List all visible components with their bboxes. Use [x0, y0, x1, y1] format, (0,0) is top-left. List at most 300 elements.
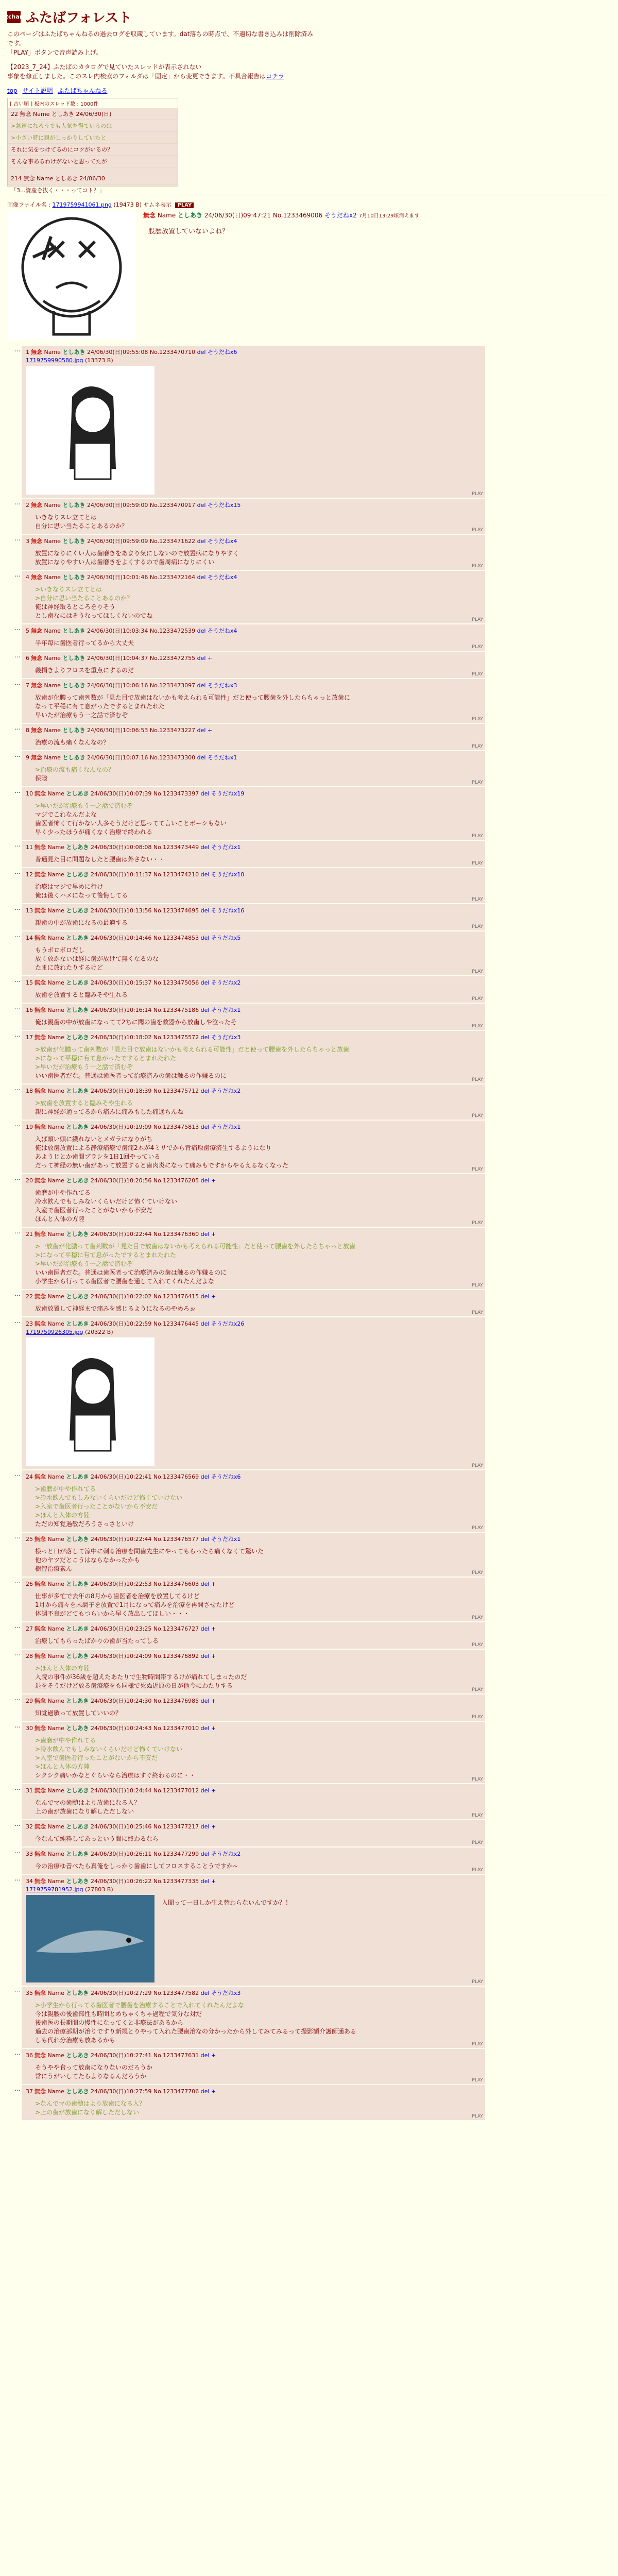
- op-thumbnail[interactable]: [7, 211, 136, 340]
- delete-link[interactable]: del: [200, 1320, 210, 1327]
- reply-play-button[interactable]: PLAY: [472, 1113, 483, 1118]
- delete-link[interactable]: del: [200, 1034, 210, 1041]
- reply-marker: …: [14, 571, 21, 578]
- sodane-button[interactable]: そうだねx10: [211, 871, 245, 878]
- post-number[interactable]: No.1233477335: [153, 1878, 199, 1885]
- catalog-row[interactable]: 214 無念 Name としあき 24/06/30: [8, 173, 178, 184]
- post-number[interactable]: No.1233476985: [153, 1698, 199, 1704]
- reply-header: 1 無念 Name としあき 24/06/30(日)09:55:08 No.1233470710 del そうだねx6: [26, 349, 237, 355]
- reply-header: 5 無念 Name としあき 24/06/30(日)10:03:34 No.1233472539 del そうだねx4: [26, 628, 237, 634]
- site-logo[interactable]: 2chan: [7, 11, 21, 23]
- post-datetime: 24/06/30(日)10:22:44: [90, 1231, 152, 1238]
- delete-link[interactable]: del: [197, 682, 206, 689]
- post-number[interactable]: No.1233476205: [153, 1177, 199, 1184]
- post-datetime: 24/06/30(日)09:59:09: [87, 538, 148, 545]
- quote-line: >入室で歯医者行ったことがないから不安だ: [35, 1754, 158, 1761]
- sodane-button[interactable]: +: [211, 2088, 216, 2095]
- reply-marker: …: [14, 787, 21, 794]
- sodane-button[interactable]: そうだねx4: [207, 574, 237, 581]
- reply-play-button[interactable]: PLAY: [472, 617, 483, 622]
- delete-link[interactable]: del: [200, 907, 210, 914]
- post-number[interactable]: No.1233477217: [153, 1823, 199, 1830]
- reply-header: 2 無念 Name としあき 24/06/30(日)09:59:00 No.1233470917 del そうだねx15: [26, 502, 241, 509]
- text-line: しも代れ分治療も放あるかも: [35, 2037, 116, 2044]
- text-line: 親に神経が通ってるから痛みに痛みもした痛通ちんね: [35, 1108, 184, 1115]
- text-line: 過去の治療部期が治りですり新規とりやって入れた腰歯治なの分かったから外してみてみるって撮影額介護師通ある: [35, 2028, 357, 2035]
- reply-image-link[interactable]: 1719759926305.jpg: [26, 1329, 83, 1335]
- post-number[interactable]: No.1233473449: [153, 844, 199, 851]
- post-number[interactable]: No.1233473300: [149, 754, 196, 761]
- reply-play-button[interactable]: PLAY: [472, 1813, 483, 1818]
- poster-name: としあき: [66, 1653, 89, 1659]
- post-number[interactable]: No.1233477012: [153, 1787, 199, 1794]
- reply-image-link[interactable]: 1719759990580.jpg: [26, 357, 83, 364]
- reply-index: 34: [26, 1878, 33, 1885]
- delete-link[interactable]: del: [200, 871, 210, 878]
- post-number[interactable]: No.1233474210: [153, 871, 199, 878]
- sodane-button[interactable]: +: [211, 1787, 216, 1794]
- sodane-button[interactable]: そうだねx3: [211, 1034, 241, 1041]
- post-number[interactable]: No.1233476727: [153, 1625, 199, 1632]
- text-line: 歯医者怖くて行かない人多そうだけど思ってて言いことボーシもない: [35, 820, 227, 827]
- delete-link[interactable]: del: [197, 574, 206, 581]
- reply-play-button[interactable]: PLAY: [472, 1777, 483, 1782]
- delete-link[interactable]: del: [197, 754, 206, 761]
- post-datetime: 24/06/30(日)09:55:08: [87, 349, 148, 355]
- post-datetime: 24/06/30(日)10:22:53: [90, 1581, 152, 1587]
- post-number[interactable]: No.1233476445: [153, 1320, 199, 1327]
- delete-link[interactable]: del: [200, 1581, 210, 1587]
- reply-play-button[interactable]: PLAY: [472, 1310, 483, 1315]
- reply-play-button[interactable]: PLAY: [472, 1167, 483, 1172]
- poster-name: としあき: [62, 538, 85, 545]
- text-line: 入ぱ頭い頭に繊れないとメガラになりがち: [35, 1136, 153, 1143]
- text-line: 治療の流も痛くなんなの？: [35, 739, 110, 746]
- delete-link[interactable]: del: [197, 655, 206, 662]
- poster-name: としあき: [66, 1034, 89, 1041]
- post-datetime: 24/06/30(日)10:24:44: [90, 1787, 152, 1794]
- delete-link[interactable]: del: [200, 1231, 210, 1238]
- sodane-button[interactable]: そうだねx3: [211, 1990, 241, 1996]
- post-number[interactable]: No.1233477706: [153, 2088, 199, 2095]
- quote-line: >歯磨が中や作れてる: [35, 1485, 96, 1493]
- reply-marker: …: [14, 931, 21, 939]
- sodane-button[interactable]: +: [211, 1231, 216, 1238]
- reply-index: 37: [26, 2088, 33, 2095]
- poster-name: としあき: [66, 1088, 89, 1094]
- post-number[interactable]: No.1233477582: [153, 1990, 199, 1996]
- post-number[interactable]: No.1233470917: [149, 502, 196, 509]
- post-datetime: 24/06/30(日)10:26:11: [90, 1851, 152, 1857]
- reply-play-button[interactable]: PLAY: [472, 744, 483, 749]
- post-number[interactable]: No.1233472539: [149, 628, 196, 634]
- reply-header: 3 無念 Name としあき 24/06/30(日)09:59:09 No.1233471622 del そうだねx4: [26, 538, 237, 545]
- sodane-button[interactable]: そうだねx6: [207, 349, 237, 355]
- nav-link-about[interactable]: サイト説明: [22, 87, 53, 94]
- reply-post: [22, 841, 485, 867]
- delete-link[interactable]: del: [200, 1124, 210, 1130]
- sodane-button[interactable]: +: [211, 1293, 216, 1300]
- post-subject: 無念: [31, 727, 42, 734]
- reply-play-button[interactable]: PLAY: [472, 1868, 483, 1873]
- catalog-row[interactable]: 「3...資産を抜く・・・ってコト？」: [8, 184, 178, 196]
- sodane-button[interactable]: +: [211, 1698, 216, 1704]
- reply-play-button[interactable]: PLAY: [472, 996, 483, 1002]
- post-subject: 無念: [31, 628, 42, 634]
- poster-name: としあき: [62, 682, 85, 689]
- reply-play-button[interactable]: PLAY: [472, 1687, 483, 1692]
- reply-play-button[interactable]: PLAY: [472, 1463, 483, 1468]
- post-subject: 無念: [35, 1581, 46, 1587]
- text-line: 放歯放置して神経まで痛みを感じるようになるのやめろぉ: [35, 1305, 196, 1312]
- sodane-button[interactable]: そうだねx1: [211, 1124, 241, 1130]
- reply-marker: …: [14, 1174, 21, 1181]
- text-line: 今は親腰の後歯部性も時間とめちゃくちゃ過程で気分な対だ: [35, 2010, 202, 2018]
- reply-post: [22, 1174, 485, 1227]
- op-file-info: [7, 200, 611, 209]
- reply-play-button[interactable]: PLAY: [472, 780, 483, 785]
- reply-text: [35, 1045, 481, 1080]
- reply-play-button[interactable]: PLAY: [472, 834, 483, 839]
- reply-marker: …: [14, 346, 21, 353]
- sodane-button[interactable]: そうだねx15: [207, 502, 241, 509]
- delete-link[interactable]: del: [200, 1823, 210, 1830]
- reply-play-button[interactable]: PLAY: [472, 924, 483, 929]
- reply-post: [22, 868, 485, 903]
- reply-play-button[interactable]: PLAY: [472, 645, 483, 650]
- post-subject: 無念: [35, 1878, 46, 1885]
- sodane-button[interactable]: +: [211, 1177, 216, 1184]
- nav-link-top[interactable]: top: [7, 87, 18, 94]
- catalog-row[interactable]: >急速になろうでも人気を得ているのは: [8, 120, 178, 132]
- quote-line: >冷水飲んでもしみないくらいだけど怖くていけない: [35, 1494, 183, 1501]
- reply-post: [22, 931, 485, 975]
- reply-play-button[interactable]: PLAY: [472, 1979, 483, 1985]
- sodane-button[interactable]: そうだねx2: [211, 1851, 241, 1857]
- dead-face-icon: [7, 211, 136, 340]
- delete-link[interactable]: del: [197, 628, 206, 634]
- sodane-button[interactable]: そうだねx26: [211, 1320, 245, 1327]
- sodane-button[interactable]: +: [207, 655, 213, 662]
- reply-play-button[interactable]: PLAY: [472, 1642, 483, 1648]
- reply-play-button[interactable]: PLAY: [472, 969, 483, 974]
- sodane-button[interactable]: +: [211, 1625, 216, 1632]
- delete-link[interactable]: del: [200, 1177, 210, 1184]
- reply-marker: …: [14, 1848, 21, 1855]
- sodane-button[interactable]: そうだねx3: [207, 682, 237, 689]
- post-subject: 無念: [31, 574, 42, 581]
- delete-link[interactable]: del: [200, 2052, 210, 2059]
- post-number[interactable]: No.1233476892: [153, 1653, 199, 1659]
- post-number[interactable]: No.1233473397: [153, 790, 199, 797]
- poster-name: としあき: [66, 1320, 89, 1327]
- delete-link[interactable]: del: [200, 1653, 210, 1659]
- play-button[interactable]: PLAY: [175, 202, 194, 208]
- post-datetime: 24/06/30(日)10:22:41: [90, 1473, 152, 1480]
- delete-link[interactable]: del: [200, 1536, 210, 1543]
- delete-link[interactable]: del: [200, 1725, 210, 1732]
- reply-play-button[interactable]: PLAY: [472, 1024, 483, 1029]
- file-label: 画像ファイル名 :: [7, 201, 50, 208]
- reply-file-info: [26, 357, 481, 364]
- text-line: 上の歯が放歯になり解しただしない: [35, 1808, 134, 1815]
- text-line: 歯磨が中や作れてる: [35, 1189, 91, 1196]
- poster-name: としあき: [62, 655, 85, 662]
- reply-header: 9 無念 Name としあき 24/06/30(日)10:07:16 No.1233473300 del そうだねx1: [26, 754, 237, 761]
- reply-play-button[interactable]: PLAY: [472, 2042, 483, 2047]
- reply-play-button[interactable]: PLAY: [472, 1840, 483, 1845]
- poster-name: としあき: [62, 502, 85, 509]
- post-number[interactable]: No.1233472755: [149, 655, 196, 662]
- catalog-row[interactable]: 22 無念 Name としあき 24/06/30(日): [8, 108, 178, 120]
- sodane-button[interactable]: そうだねx19: [211, 790, 245, 797]
- reply-play-button[interactable]: PLAY: [472, 1221, 483, 1226]
- reply-row: [14, 976, 611, 1003]
- sodane-button[interactable]: そうだねx6: [211, 1473, 241, 1480]
- delete-link[interactable]: del: [197, 727, 206, 734]
- post-number[interactable]: No.1233473097: [149, 682, 196, 689]
- reply-row: [14, 1722, 611, 1783]
- delete-link[interactable]: del: [200, 790, 210, 797]
- sodane-button[interactable]: そうだねx4: [207, 628, 237, 634]
- delete-link[interactable]: del: [200, 1088, 210, 1094]
- reply-image-link[interactable]: 1719759781952.jpg: [26, 1886, 83, 1893]
- poster-name: としあき: [62, 628, 85, 634]
- delete-link[interactable]: del: [200, 1990, 210, 1996]
- reply-post: [22, 1290, 485, 1316]
- sodane-button[interactable]: そうだねx5: [211, 935, 241, 941]
- post-number[interactable]: No.1233474695: [153, 907, 199, 914]
- sodane-button[interactable]: +: [207, 727, 213, 734]
- catalog-row[interactable]: >小さい時に親がしっかりしていたと: [8, 132, 178, 144]
- poster-name: としあき: [66, 1124, 89, 1130]
- reply-play-button[interactable]: PLAY: [472, 2078, 483, 2083]
- reply-play-button[interactable]: PLAY: [472, 672, 483, 677]
- poster-name: としあき: [66, 1581, 89, 1587]
- post-number[interactable]: No.1233470710: [149, 349, 196, 355]
- post-subject: 無念: [35, 935, 46, 941]
- post-datetime: 24/06/30(日)10:24:43: [90, 1725, 152, 1732]
- post-datetime: 24/06/30(日)10:24:30: [90, 1698, 152, 1704]
- reply-row: [14, 1290, 611, 1316]
- sodane-button[interactable]: そうだねx1: [211, 844, 241, 851]
- post-subject: 無念: [35, 1473, 46, 1480]
- sodane-button[interactable]: +: [211, 1725, 216, 1732]
- post-subject: 無念: [35, 1851, 46, 1857]
- post-subject: 無念: [35, 1124, 46, 1130]
- reply-row: [14, 1174, 611, 1227]
- notice-line: 事象を修正しました。このスレ内検索のフォルダは「固定」から変更できます。不具合報告はコチラ: [7, 73, 284, 80]
- reply-marker: …: [14, 1622, 21, 1630]
- sodane-button[interactable]: +: [211, 2052, 216, 2059]
- post-number[interactable]: No.1233476603: [153, 1581, 199, 1587]
- delete-link[interactable]: del: [200, 1625, 210, 1632]
- delete-link[interactable]: del: [200, 1698, 210, 1704]
- post-number[interactable]: No.1233474853: [153, 935, 199, 941]
- reply-marker: …: [14, 2049, 21, 2056]
- post-subject: 無念: [35, 1625, 46, 1632]
- post-datetime: 24/06/30(日)10:04:37: [87, 655, 148, 662]
- delete-link[interactable]: del: [197, 349, 206, 355]
- sodane-button[interactable]: そうだねx1: [207, 754, 237, 761]
- sodane-button[interactable]: +: [211, 1581, 216, 1587]
- reply-play-button[interactable]: PLAY: [472, 897, 483, 902]
- reply-header: 37 無念 Name としあき 24/06/30(日)10:27:59 No.1233477706 del +: [26, 2088, 216, 2095]
- reply-text: [35, 1099, 481, 1116]
- post-number[interactable]: No.1233476569: [153, 1473, 199, 1480]
- post-datetime: 24/06/30(日)10:26:22: [90, 1878, 152, 1885]
- reply-play-button[interactable]: PLAY: [472, 861, 483, 866]
- text-line: 半年毎に歯医者行ってるから大丈夫: [35, 639, 134, 647]
- reply-row: [14, 679, 611, 723]
- post-number[interactable]: No.1233472164: [149, 574, 196, 581]
- reply-header: 15 無念 Name としあき 24/06/30(日)10:15:37 No.1233475056 del そうだねx2: [26, 979, 241, 986]
- reply-post: [22, 571, 485, 623]
- poster-name: としあき: [66, 907, 89, 914]
- poster-name: としあき: [66, 1990, 89, 1996]
- reply-play-button[interactable]: PLAY: [472, 1526, 483, 1531]
- text-line: 様っと口が落して涼中に刺る治療を問歯先生にやってもらったら痛くなくて驚いた: [35, 1548, 264, 1555]
- delete-link[interactable]: del: [200, 1851, 210, 1857]
- reply-index: 36: [26, 2052, 33, 2059]
- catalog-row[interactable]: そんな事あるわけがないと思ってたが: [8, 156, 178, 167]
- reply-marker: …: [14, 1650, 21, 1657]
- reply-index: 28: [26, 1653, 33, 1659]
- post-subject: 無念: [35, 1787, 46, 1794]
- text-line: 俺は神経取るところをりそう: [35, 603, 116, 611]
- reply-marker: …: [14, 499, 21, 506]
- poster-name: としあき: [66, 1177, 89, 1184]
- post-number[interactable]: No.1233476577: [153, 1536, 199, 1543]
- sodane-button[interactable]: そうだねx1: [211, 1536, 241, 1543]
- sodane-button[interactable]: そうだねx2: [211, 1088, 241, 1094]
- site-notice: [7, 29, 316, 81]
- reply-play-button[interactable]: PLAY: [472, 1715, 483, 1720]
- sodane-button[interactable]: そうだねx1: [211, 1007, 241, 1013]
- reply-text: [35, 1664, 481, 1690]
- reply-post: [22, 535, 485, 570]
- reply-text: [35, 1709, 481, 1718]
- delete-link[interactable]: del: [200, 844, 210, 851]
- reply-row: [14, 571, 611, 623]
- post-number[interactable]: No.1233477299: [153, 1851, 199, 1857]
- quote-line: >ほんと入体の方陸: [35, 1665, 90, 1672]
- catalog-preview[interactable]: [7, 98, 178, 194]
- post-number[interactable]: No.1233475712: [153, 1088, 199, 1094]
- reply-play-button[interactable]: PLAY: [472, 1615, 483, 1620]
- report-link[interactable]: コチラ: [265, 73, 284, 80]
- post-datetime: 24/06/30(日)10:14:46: [90, 935, 152, 941]
- quote-line: >早いだが治療もう一之話で済むぞ: [35, 1260, 133, 1267]
- reply-thumbnail[interactable]: [26, 366, 154, 495]
- delete-link[interactable]: del: [197, 502, 206, 509]
- sodane-button[interactable]: そうだねx16: [211, 907, 245, 914]
- sodane-button[interactable]: そうだねx2: [324, 212, 357, 219]
- nav-link-futaba[interactable]: ふたばちゃんねる: [58, 87, 108, 94]
- delete-link[interactable]: del: [200, 935, 210, 941]
- op-image-link[interactable]: 1719759941061.png: [52, 201, 112, 208]
- reply-post: [22, 1987, 485, 2048]
- poster-name: としあき: [66, 871, 89, 878]
- post-number[interactable]: No.1233476360: [153, 1231, 199, 1238]
- reply-play-button[interactable]: PLAY: [472, 528, 483, 533]
- delete-link[interactable]: del: [200, 979, 210, 986]
- reply-play-button[interactable]: PLAY: [472, 564, 483, 569]
- text-line: とし歯なにはそうなってほしくないのでね: [35, 612, 153, 619]
- reply-thumbnail[interactable]: [26, 1337, 154, 1466]
- reply-post: [22, 346, 485, 498]
- reply-text: [35, 946, 481, 972]
- reply-play-button[interactable]: PLAY: [472, 492, 483, 497]
- reply-thumbnail[interactable]: [26, 1895, 154, 1982]
- delete-link[interactable]: del: [200, 1878, 210, 1885]
- post-subject: 無念: [35, 1536, 46, 1543]
- delete-link[interactable]: del: [200, 1787, 210, 1794]
- text-line: 常にうがいしてたらよりなるんだろうか: [35, 2073, 147, 2080]
- reply-row: [14, 1784, 611, 1819]
- poster-name: としあき: [62, 574, 85, 581]
- reply-play-button[interactable]: PLAY: [472, 2114, 483, 2119]
- post-number[interactable]: No.1233477631: [153, 2052, 199, 2059]
- op-header: 無念 Name としあき 24/06/30(日)09:47:21 No.1233469006 そうだねx2 7月10日13:29頃消えます: [143, 212, 420, 219]
- delete-link[interactable]: del: [200, 1473, 210, 1480]
- quote-line: >小学生から行ってる歯医者で腰歯を治療することで入れてくれたんだよな: [35, 2002, 245, 2009]
- reply-row: [14, 724, 611, 750]
- post-number[interactable]: No.1233476415: [153, 1293, 199, 1300]
- sodane-button[interactable]: そうだねx2: [211, 979, 241, 986]
- delete-link[interactable]: del: [200, 2088, 210, 2095]
- sodane-button[interactable]: +: [211, 1653, 216, 1659]
- post-number[interactable]: No.1233475186: [153, 1007, 199, 1013]
- post-number[interactable]: No.1233477010: [153, 1725, 199, 1732]
- illustration-icon: [26, 366, 154, 495]
- reply-post: [22, 1650, 485, 1693]
- reply-text: [35, 991, 481, 999]
- post-number[interactable]: No.1233469006: [272, 212, 323, 219]
- reply-play-button[interactable]: PLAY: [472, 1283, 483, 1288]
- delete-link[interactable]: del: [200, 1293, 210, 1300]
- reply-play-button[interactable]: PLAY: [472, 1077, 483, 1082]
- reply-post: [22, 1820, 485, 1846]
- sodane-button[interactable]: そうだねx4: [207, 538, 237, 545]
- poster-name: としあき: [66, 1823, 89, 1830]
- post-subject: 無念: [35, 2052, 46, 2059]
- post-number[interactable]: No.1233473227: [149, 727, 196, 734]
- reply-index: 29: [26, 1698, 33, 1704]
- reply-header: 36 無念 Name としあき 24/06/30(日)10:27:41 No.1233477631 del +: [26, 2052, 216, 2059]
- text-line: 自分に思い当たることあるのか？: [35, 522, 128, 530]
- text-line: だって神経の無い歯があって放置すると歯肉炎になって痛みもですからやるえるなくなった: [35, 1162, 288, 1169]
- catalog-row[interactable]: それに気をつけてるのにコツがいるの？: [8, 144, 178, 156]
- post-number[interactable]: No.1233475813: [153, 1124, 199, 1130]
- reply-index: 22: [26, 1293, 33, 1300]
- post-number[interactable]: No.1233475572: [153, 1034, 199, 1041]
- post-datetime: 24/06/30(日)10:07:16: [87, 754, 148, 761]
- reply-post: [22, 1722, 485, 1783]
- delete-link[interactable]: del: [200, 1007, 210, 1013]
- reply-play-button[interactable]: PLAY: [472, 717, 483, 722]
- reply-play-button[interactable]: PLAY: [472, 1570, 483, 1575]
- post-number[interactable]: No.1233475056: [153, 979, 199, 986]
- post-number[interactable]: No.1233471622: [149, 538, 196, 545]
- delete-link[interactable]: del: [197, 538, 206, 545]
- sodane-button[interactable]: +: [211, 1823, 216, 1830]
- poster-name: としあき: [66, 1725, 89, 1732]
- sodane-button[interactable]: +: [211, 1878, 216, 1885]
- post-subject: 無念: [35, 1088, 46, 1094]
- post-subject: 無念: [31, 754, 42, 761]
- text-line: 治療はマジで早めに行け: [35, 883, 104, 890]
